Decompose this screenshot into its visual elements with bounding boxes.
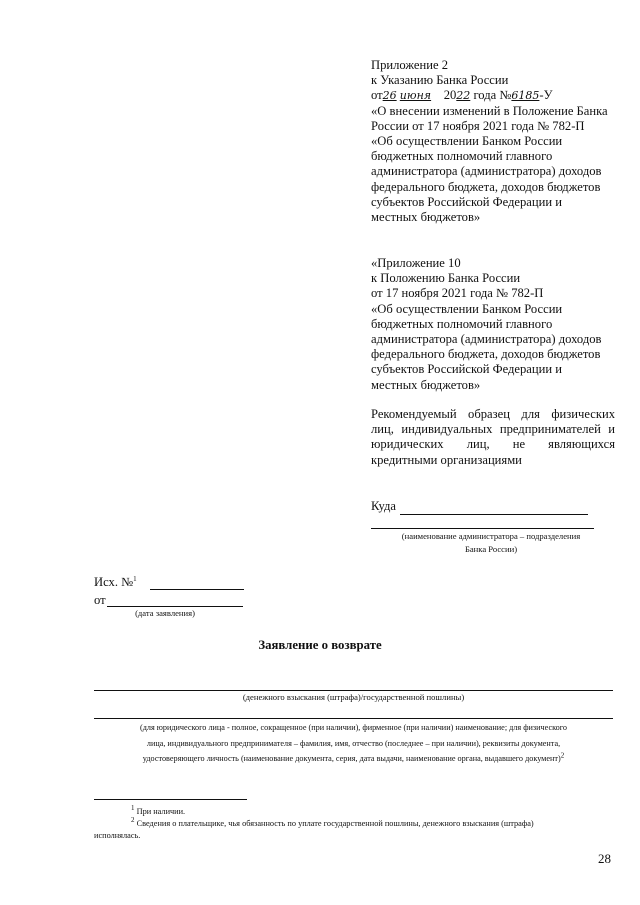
recommended-sample-note: Рекомендуемый образец для физических лиц, индивидуальных предпринимателей и юридических лиц, не являющихся кредитными организациями (371, 407, 615, 467)
address-field-line-2[interactable] (371, 528, 594, 529)
handwritten-day: 26 (382, 89, 397, 103)
outgoing-number-label: Исх. №$^1$ (94, 574, 137, 589)
page-number: 28 (598, 851, 611, 866)
handwritten-number: 6185 (511, 89, 540, 103)
date-from-label: от (94, 593, 106, 607)
regulation-title: «Приложение 10 (371, 256, 461, 270)
appendix-reference: к Указанию Банка России (371, 73, 509, 88)
address-field-line[interactable] (400, 514, 588, 515)
appendix-title: Приложение 2 (371, 58, 449, 72)
regulation-header: «Приложение 10 к Положению Банка России от 17 ноября 2021 года № 782-П «Об осуществлении Банком России бюджетных полномочий главного администратора (администратора) доходов федерального бюджета, доходов бюджетов субъектов Российской Федерации и местных бюджетов» (371, 256, 615, 393)
payer-info-field[interactable] (94, 718, 613, 719)
footnote-ref-2: 2 (560, 751, 565, 760)
footnote-2: $^2$ Сведения о плательщике, чья обязанность по уплате государственной пошлины, денежного взыскания (штрафа) исполнялась. (94, 816, 534, 840)
footnote-ref-1: 1 (133, 574, 137, 583)
date-caption: (дата заявления) (135, 608, 195, 618)
document-title: Заявление о возврате (258, 638, 382, 652)
appendix-date-line: от26 июня 2022 года №6185-У (371, 88, 553, 103)
refund-type-caption: (денежного взыскания (штрафа)/государственной пошлины) (242, 692, 465, 702)
outgoing-number-field[interactable] (150, 589, 244, 590)
handwritten-year: 22 (456, 89, 471, 103)
address-label: Куда (371, 499, 396, 513)
payer-info-caption: (для юридического лица - полное, сокращенное (при наличии), фирменное (при наличии) наименование; для физического лица, индивидуального предпринимателя – фамилия, имя, отчество (последнее – при наличии), реквизиты документа, удостоверяющего личность (наименование документа, серия, дата выдачи, наименование органа, выдавшего документ)2 (139, 723, 568, 763)
footnote-separator (94, 799, 247, 800)
appendix-header: Приложение 2 к Указанию Банка России от26 июня 2022 года №6185-У «О внесении изменений в Положение Банка России от 17 ноября 2021 года № 782-П «Об осуществлении Банком России бюджетных полномочий главного администратора (администратора) доходов федерального бюджета, доходов бюджетов субъектов Российской Федерации и местных бюджетов» (371, 58, 615, 225)
address-caption: (наименование администратора – подразделения Банка России) (401, 531, 581, 554)
footnote-1: $^1$ При наличии. (131, 804, 186, 816)
handwritten-month: июня (399, 89, 432, 103)
